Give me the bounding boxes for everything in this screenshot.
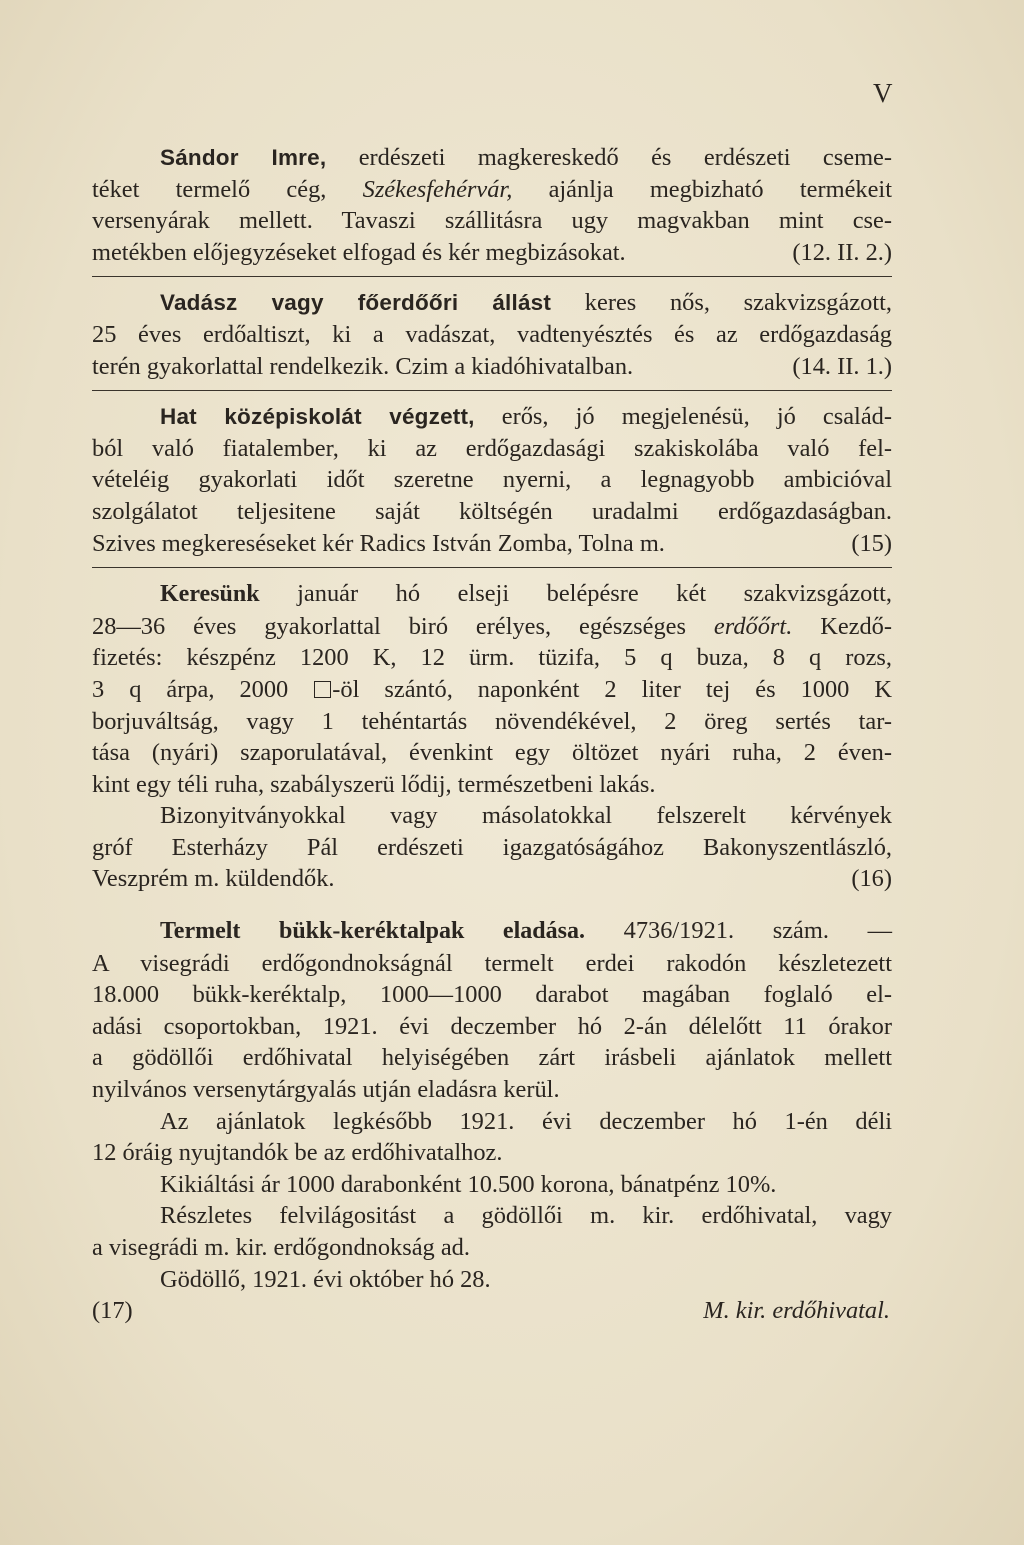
ad-line: 28—36 éves gyakorlattal biró erélyes, egészséges erdőőrt. Kezdő- bbox=[92, 612, 892, 640]
ad-line: versenyárak mellett. Tavaszi szállitásra ugy magvakban mint cse- bbox=[92, 207, 892, 235]
ad-line: Részletes felvilágositást a gödöllői m. kir. erdőhivatal, vagy bbox=[160, 1202, 892, 1230]
ad-line: Hat középiskolát végzett, erős, jó megjelenésü, jó család- bbox=[160, 403, 892, 431]
ad-lead: Sándor Imre, bbox=[160, 145, 327, 170]
ad-line: tása (nyári) szaporulatával, évenkint egy öltözet nyári ruha, 2 éven- bbox=[92, 739, 892, 767]
ad-line: 12 óráig nyujtandók be az erdőhivatalhoz. bbox=[92, 1139, 503, 1167]
ad-line: fizetés: készpénz 1200 K, 12 ürm. tüzifa, 5 q buza, 8 q rozs, bbox=[92, 644, 892, 672]
ad-line: 3 q árpa, 2000 -öl szántó, naponként 2 liter tej és 1000 K bbox=[92, 675, 892, 703]
ad-line: A visegrádi erdőgondnokságnál termelt erdei rakodón készletezett bbox=[92, 949, 892, 977]
ad-line: Az ajánlatok legkésőbb 1921. évi deczember hó 1-én déli bbox=[160, 1107, 892, 1135]
ad-line: gróf Esterházy Pál erdészeti igazgatóságához Bakonyszentlászló, bbox=[92, 833, 892, 861]
ad-line: kint egy téli ruha, szabályszerü lődij, természetbeni lakás. bbox=[92, 770, 656, 798]
ad-line: borjuváltság, vagy 1 tehéntartás növendékével, 2 öreg sertés tar- bbox=[92, 707, 892, 735]
ad-line: Gödöllő, 1921. évi október hó 28. bbox=[160, 1265, 491, 1293]
ad-line: Kikiáltási ár 1000 darabonként 10.500 korona, bánatpénz 10%. bbox=[160, 1170, 777, 1198]
ad-lead: Hat középiskolát végzett, bbox=[160, 404, 475, 430]
signature-line bbox=[92, 1295, 892, 1327]
ad-line: szolgálatot teljesitene saját költségén uradalmi erdőgazdaságban. bbox=[92, 497, 892, 525]
ad-line bbox=[92, 142, 892, 174]
ad-lead: Termelt bükk-keréktalpak eladása. bbox=[160, 918, 585, 945]
ad-line: Keresünk január hó elseji belépésre két szakvizsgázott, bbox=[160, 580, 892, 608]
ad-line: Szives megkereséseket kér Radics István Zomba, Tolna m. (15) bbox=[92, 528, 892, 560]
ad-reference: (15) bbox=[851, 529, 892, 557]
ad-line: adási csoportokban, 1921. évi deczember hó 2-án délelőtt 11 órakor bbox=[92, 1012, 892, 1040]
ad-line: nyilvános versenytárgyalás utján eladásra kerül. bbox=[92, 1076, 560, 1104]
ad-line: Vadász vagy főerdőőri állást keres nős, szakvizsgázott, bbox=[160, 289, 892, 317]
ad-line: téket termelő cég, Székesfehérvár, ajánlja megbizható termékeit bbox=[92, 175, 892, 203]
advertisement-column bbox=[92, 142, 892, 1327]
separator-line bbox=[92, 276, 892, 277]
ad-bukk-kerektalpak bbox=[92, 915, 892, 1327]
ad-line: Veszprém m. küldendők. (16) bbox=[92, 863, 892, 895]
separator-line bbox=[92, 567, 892, 568]
ad-line: a gödöllői erdőhivatal helyiségében zárt irásbeli ajánlatok mellett bbox=[92, 1044, 892, 1072]
page-number: V bbox=[873, 78, 894, 108]
ad-sandor-imre bbox=[92, 142, 892, 268]
ad-line: metékben előjegyzéseket elfogad és kér megbizásokat. (12. II. 2.) bbox=[92, 237, 892, 269]
ad-line: ból való fiatalember, ki az erdőgazdasági szakiskolába való fel- bbox=[92, 434, 892, 462]
ad-lead: Keresünk bbox=[160, 581, 260, 608]
city-name: Székesfehérvár, bbox=[362, 175, 513, 203]
ad-line: a visegrádi m. kir. erdőgondnokság ad. bbox=[92, 1234, 470, 1261]
separator-line bbox=[92, 390, 892, 391]
ad-lead: Vadász vagy főerdőőri állást bbox=[160, 290, 552, 316]
ad-reference: (14. II. 1.) bbox=[792, 352, 892, 380]
ad-reference: (17) bbox=[92, 1297, 133, 1325]
signature: M. kir. erdőhivatal. bbox=[703, 1297, 890, 1325]
ad-line: Bizonyitványokkal vagy másolatokkal felszerelt kérvények bbox=[160, 802, 892, 830]
ad-reference: (12. II. 2.) bbox=[792, 238, 892, 266]
ad-line: 18.000 bükk-keréktalp, 1000—1000 darabot magában foglaló el- bbox=[92, 981, 892, 1009]
ad-vadasz bbox=[92, 287, 892, 382]
ad-line: vételéig gyakorlati időt szeretne nyerni, a legnagyobb ambicióval bbox=[92, 466, 892, 494]
ad-line: Termelt bükk-keréktalpak eladása. 4736/1921. szám. — bbox=[160, 917, 892, 945]
ad-kozepiskola bbox=[92, 401, 892, 559]
ad-keresunk bbox=[92, 578, 892, 895]
ad-text: erdészeti magkereskedő és erdészeti cseme- bbox=[358, 144, 892, 171]
ad-reference: (16) bbox=[851, 865, 892, 893]
ad-line: 25 éves erdőaltiszt, ki a vadászat, vadtenyésztés és az erdőgazdaság bbox=[92, 320, 892, 348]
spacer bbox=[92, 895, 892, 915]
ad-line: terén gyakorlattal rendelkezik. Czim a kiadóhivatalban. (14. II. 1.) bbox=[92, 351, 892, 383]
square-symbol-icon bbox=[314, 681, 331, 698]
